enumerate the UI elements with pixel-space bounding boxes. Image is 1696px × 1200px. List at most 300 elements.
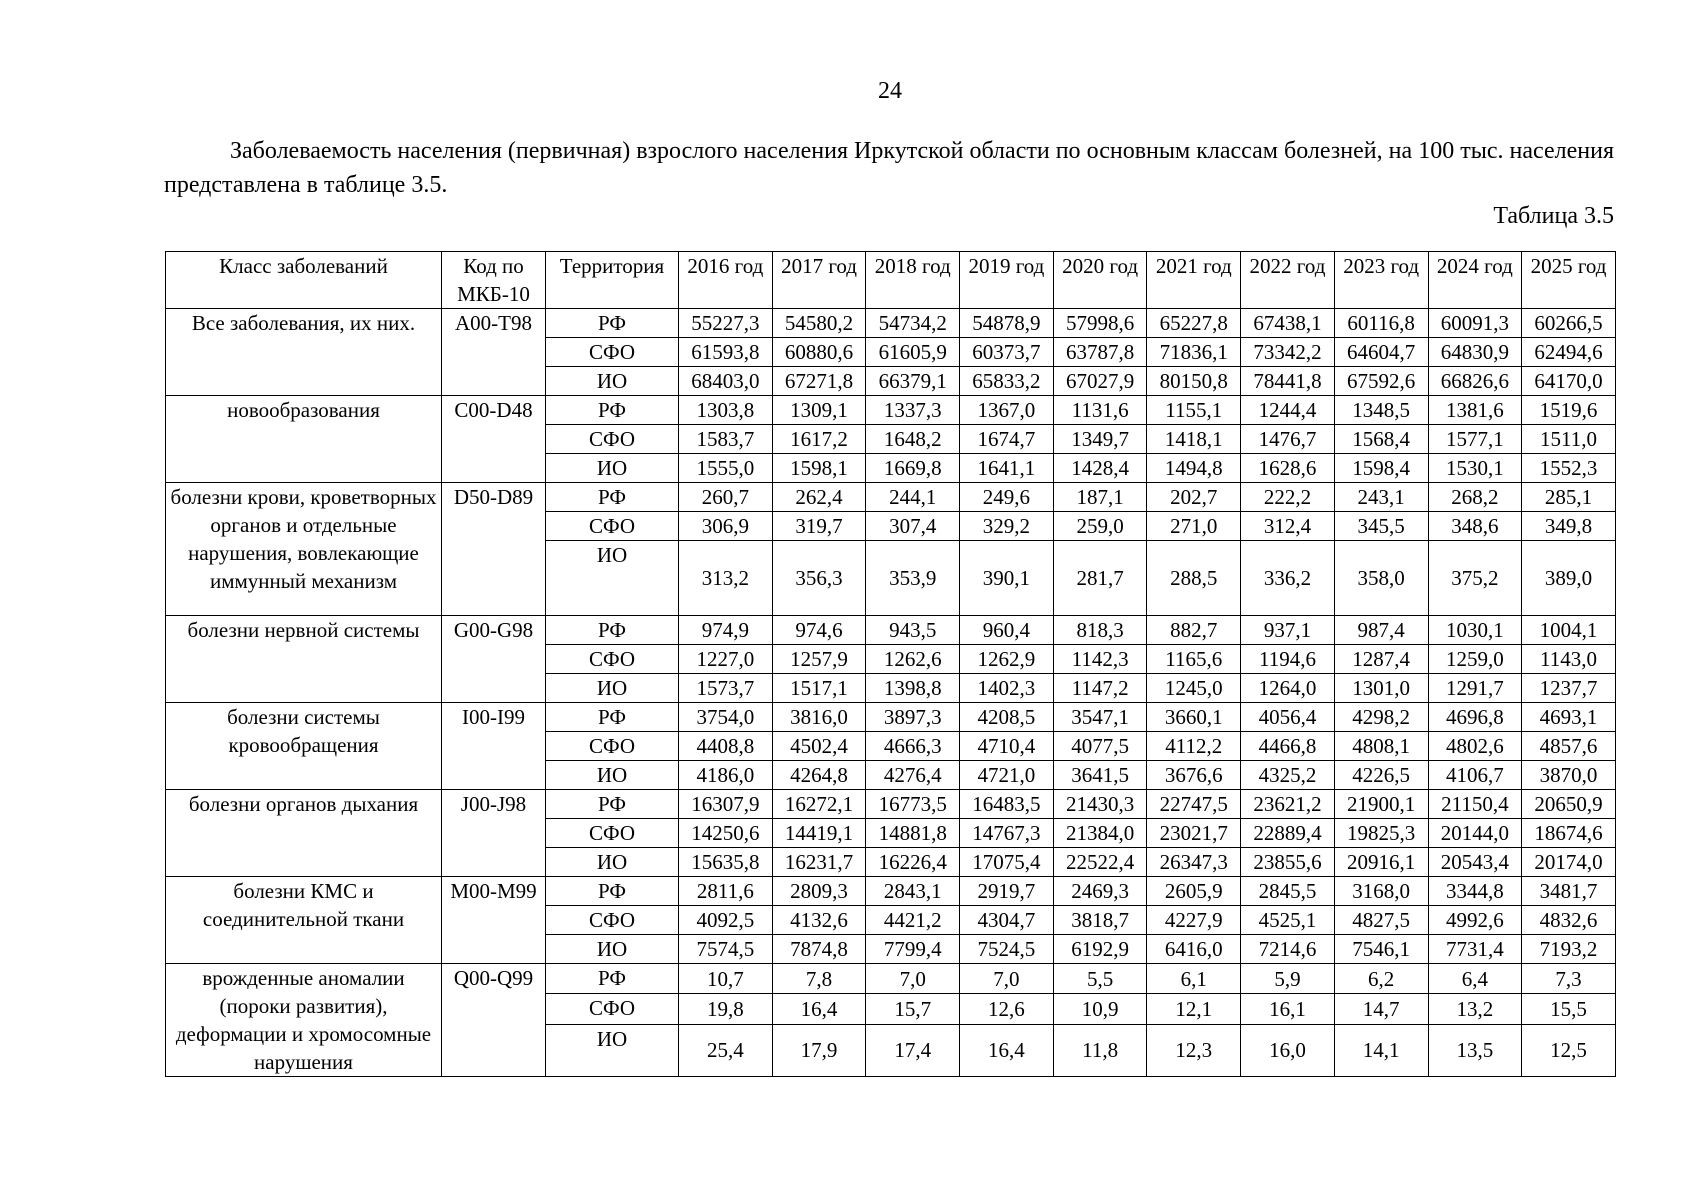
value-cell: 14419,1 xyxy=(772,819,866,848)
value-cell: 2919,7 xyxy=(960,877,1054,906)
table-row xyxy=(166,790,1616,819)
value-cell: 4721,0 xyxy=(960,761,1054,790)
icd-code-cell: C00-D48 xyxy=(442,396,546,483)
value-cell: 21150,4 xyxy=(1428,790,1522,819)
value-cell: 345,5 xyxy=(1334,512,1428,541)
value-cell: 390,1 xyxy=(960,541,1054,616)
icd-code-cell: G00-G98 xyxy=(442,616,546,703)
value-cell: 4693,1 xyxy=(1522,703,1616,732)
value-cell: 17,4 xyxy=(866,1024,960,1076)
value-cell: 1194,6 xyxy=(1241,645,1335,674)
value-cell: 20543,4 xyxy=(1428,848,1522,877)
value-cell: 7,8 xyxy=(772,964,866,994)
value-cell: 12,5 xyxy=(1522,1024,1616,1076)
value-cell: 1147,2 xyxy=(1053,674,1147,703)
value-cell: 882,7 xyxy=(1147,616,1241,645)
value-cell: 243,1 xyxy=(1334,483,1428,512)
table-row xyxy=(166,483,1616,512)
value-cell: 306,9 xyxy=(679,512,773,541)
value-cell: 61605,9 xyxy=(866,338,960,367)
value-cell: 1598,1 xyxy=(772,454,866,483)
value-cell: 15635,8 xyxy=(679,848,773,877)
value-cell: 67438,1 xyxy=(1241,309,1335,338)
value-cell: 66826,6 xyxy=(1428,367,1522,396)
header-year: 2016 год xyxy=(679,252,773,309)
value-cell: 1648,2 xyxy=(866,425,960,454)
value-cell: 14,7 xyxy=(1334,994,1428,1024)
value-cell: 16,1 xyxy=(1241,994,1335,1024)
value-cell: 22889,4 xyxy=(1241,819,1335,848)
value-cell: 4525,1 xyxy=(1241,906,1335,935)
value-cell: 4056,4 xyxy=(1241,703,1335,732)
territory-cell: ИО xyxy=(546,935,679,964)
value-cell: 259,0 xyxy=(1053,512,1147,541)
table-row xyxy=(166,616,1616,645)
value-cell: 7799,4 xyxy=(866,935,960,964)
value-cell: 1402,3 xyxy=(960,674,1054,703)
value-cell: 14,1 xyxy=(1334,1024,1428,1076)
value-cell: 2605,9 xyxy=(1147,877,1241,906)
value-cell: 23021,7 xyxy=(1147,819,1241,848)
value-cell: 356,3 xyxy=(772,541,866,616)
value-cell: 1257,9 xyxy=(772,645,866,674)
icd-code-cell: D50-D89 xyxy=(442,483,546,616)
value-cell: 1143,0 xyxy=(1522,645,1616,674)
disease-class-cell: болезни органов дыхания xyxy=(166,790,442,877)
value-cell: 1259,0 xyxy=(1428,645,1522,674)
territory-cell: СФО xyxy=(546,994,679,1024)
value-cell: 271,0 xyxy=(1147,512,1241,541)
value-cell: 1476,7 xyxy=(1241,425,1335,454)
territory-cell: РФ xyxy=(546,964,679,994)
value-cell: 61593,8 xyxy=(679,338,773,367)
value-cell: 4502,4 xyxy=(772,732,866,761)
territory-cell: ИО xyxy=(546,674,679,703)
value-cell: 1337,3 xyxy=(866,396,960,425)
value-cell: 4710,4 xyxy=(960,732,1054,761)
value-cell: 1641,1 xyxy=(960,454,1054,483)
table-header-row xyxy=(166,252,1616,309)
value-cell: 1552,3 xyxy=(1522,454,1616,483)
value-cell: 7524,5 xyxy=(960,935,1054,964)
value-cell: 54734,2 xyxy=(866,309,960,338)
value-cell: 4832,6 xyxy=(1522,906,1616,935)
value-cell: 974,6 xyxy=(772,616,866,645)
value-cell: 14767,3 xyxy=(960,819,1054,848)
value-cell: 1165,6 xyxy=(1147,645,1241,674)
territory-cell: ИО xyxy=(546,761,679,790)
value-cell: 20174,0 xyxy=(1522,848,1616,877)
value-cell: 285,1 xyxy=(1522,483,1616,512)
value-cell: 6,2 xyxy=(1334,964,1428,994)
value-cell: 4106,7 xyxy=(1428,761,1522,790)
header-year: 2025 год xyxy=(1522,252,1616,309)
value-cell: 11,8 xyxy=(1053,1024,1147,1076)
value-cell: 937,1 xyxy=(1241,616,1335,645)
value-cell: 57998,6 xyxy=(1053,309,1147,338)
icd-code-cell: Q00-Q99 xyxy=(442,964,546,1077)
value-cell: 4666,3 xyxy=(866,732,960,761)
value-cell: 313,2 xyxy=(679,541,773,616)
value-cell: 329,2 xyxy=(960,512,1054,541)
header-code: Код по МКБ-10 xyxy=(442,252,546,309)
territory-cell: ИО xyxy=(546,541,679,616)
value-cell: 1030,1 xyxy=(1428,616,1522,645)
value-cell: 2845,5 xyxy=(1241,877,1335,906)
table-row xyxy=(166,703,1616,732)
value-cell: 78441,8 xyxy=(1241,367,1335,396)
value-cell: 1418,1 xyxy=(1147,425,1241,454)
value-cell: 17,9 xyxy=(772,1024,866,1076)
value-cell: 1287,4 xyxy=(1334,645,1428,674)
value-cell: 7731,4 xyxy=(1428,935,1522,964)
value-cell: 7546,1 xyxy=(1334,935,1428,964)
value-cell: 67271,8 xyxy=(772,367,866,396)
value-cell: 2469,3 xyxy=(1053,877,1147,906)
value-cell: 4186,0 xyxy=(679,761,773,790)
territory-cell: РФ xyxy=(546,616,679,645)
value-cell: 16226,4 xyxy=(866,848,960,877)
value-cell: 389,0 xyxy=(1522,541,1616,616)
table-caption: Таблица 3.5 xyxy=(1493,203,1614,229)
value-cell: 319,7 xyxy=(772,512,866,541)
value-cell: 1530,1 xyxy=(1428,454,1522,483)
territory-cell: РФ xyxy=(546,483,679,512)
value-cell: 3481,7 xyxy=(1522,877,1616,906)
value-cell: 260,7 xyxy=(679,483,773,512)
value-cell: 1583,7 xyxy=(679,425,773,454)
value-cell: 16773,5 xyxy=(866,790,960,819)
value-cell: 63787,8 xyxy=(1053,338,1147,367)
value-cell: 16483,5 xyxy=(960,790,1054,819)
value-cell: 1577,1 xyxy=(1428,425,1522,454)
value-cell: 4264,8 xyxy=(772,761,866,790)
value-cell: 4808,1 xyxy=(1334,732,1428,761)
value-cell: 18674,6 xyxy=(1522,819,1616,848)
table-row xyxy=(166,964,1616,994)
value-cell: 6,1 xyxy=(1147,964,1241,994)
disease-class-cell: Все заболевания, их них. xyxy=(166,309,442,396)
value-cell: 22747,5 xyxy=(1147,790,1241,819)
value-cell: 7,3 xyxy=(1522,964,1616,994)
value-cell: 12,6 xyxy=(960,994,1054,1024)
value-cell: 6,4 xyxy=(1428,964,1522,994)
value-cell: 10,9 xyxy=(1053,994,1147,1024)
value-cell: 4092,5 xyxy=(679,906,773,935)
value-cell: 15,5 xyxy=(1522,994,1616,1024)
value-cell: 222,2 xyxy=(1241,483,1335,512)
value-cell: 349,8 xyxy=(1522,512,1616,541)
value-cell: 288,5 xyxy=(1147,541,1241,616)
value-cell: 187,1 xyxy=(1053,483,1147,512)
value-cell: 21384,0 xyxy=(1053,819,1147,848)
value-cell: 66379,1 xyxy=(866,367,960,396)
value-cell: 336,2 xyxy=(1241,541,1335,616)
value-cell: 54878,9 xyxy=(960,309,1054,338)
value-cell: 3897,3 xyxy=(866,703,960,732)
table-row xyxy=(166,309,1616,338)
value-cell: 1381,6 xyxy=(1428,396,1522,425)
value-cell: 22522,4 xyxy=(1053,848,1147,877)
icd-code-cell: M00-M99 xyxy=(442,877,546,964)
value-cell: 375,2 xyxy=(1428,541,1522,616)
header-class: Класс заболеваний xyxy=(166,252,442,309)
value-cell: 4466,8 xyxy=(1241,732,1335,761)
value-cell: 6416,0 xyxy=(1147,935,1241,964)
morbidity-table xyxy=(165,251,1616,1077)
header-year: 2019 год xyxy=(960,252,1054,309)
value-cell: 3754,0 xyxy=(679,703,773,732)
value-cell: 4421,2 xyxy=(866,906,960,935)
value-cell: 60373,7 xyxy=(960,338,1054,367)
value-cell: 25,4 xyxy=(679,1024,773,1076)
territory-cell: СФО xyxy=(546,732,679,761)
value-cell: 16272,1 xyxy=(772,790,866,819)
disease-class-cell: болезни крови, кроветворных органов и отдельные нарушения, вовлекающие иммунный механизм xyxy=(166,483,442,616)
value-cell: 60091,3 xyxy=(1428,309,1522,338)
value-cell: 1245,0 xyxy=(1147,674,1241,703)
value-cell: 244,1 xyxy=(866,483,960,512)
value-cell: 13,2 xyxy=(1428,994,1522,1024)
value-cell: 1349,7 xyxy=(1053,425,1147,454)
value-cell: 60116,8 xyxy=(1334,309,1428,338)
value-cell: 6192,9 xyxy=(1053,935,1147,964)
value-cell: 55227,3 xyxy=(679,309,773,338)
value-cell: 16307,9 xyxy=(679,790,773,819)
value-cell: 943,5 xyxy=(866,616,960,645)
territory-cell: СФО xyxy=(546,906,679,935)
value-cell: 4132,6 xyxy=(772,906,866,935)
value-cell: 62494,6 xyxy=(1522,338,1616,367)
territory-cell: СФО xyxy=(546,819,679,848)
value-cell: 4226,5 xyxy=(1334,761,1428,790)
territory-cell: РФ xyxy=(546,396,679,425)
territory-cell: РФ xyxy=(546,877,679,906)
value-cell: 21900,1 xyxy=(1334,790,1428,819)
value-cell: 4992,6 xyxy=(1428,906,1522,935)
territory-cell: ИО xyxy=(546,454,679,483)
header-year: 2024 год xyxy=(1428,252,1522,309)
table-row xyxy=(166,877,1616,906)
value-cell: 4325,2 xyxy=(1241,761,1335,790)
value-cell: 12,1 xyxy=(1147,994,1241,1024)
value-cell: 1517,1 xyxy=(772,674,866,703)
value-cell: 1669,8 xyxy=(866,454,960,483)
value-cell: 3676,6 xyxy=(1147,761,1241,790)
header-year: 2021 год xyxy=(1147,252,1241,309)
value-cell: 1494,8 xyxy=(1147,454,1241,483)
value-cell: 268,2 xyxy=(1428,483,1522,512)
value-cell: 1348,5 xyxy=(1334,396,1428,425)
value-cell: 21430,3 xyxy=(1053,790,1147,819)
value-cell: 60880,6 xyxy=(772,338,866,367)
value-cell: 1519,6 xyxy=(1522,396,1616,425)
value-cell: 23855,6 xyxy=(1241,848,1335,877)
value-cell: 4696,8 xyxy=(1428,703,1522,732)
value-cell: 64830,9 xyxy=(1428,338,1522,367)
value-cell: 1155,1 xyxy=(1147,396,1241,425)
value-cell: 249,6 xyxy=(960,483,1054,512)
value-cell: 1428,4 xyxy=(1053,454,1147,483)
icd-code-cell: A00-T98 xyxy=(442,309,546,396)
value-cell: 4827,5 xyxy=(1334,906,1428,935)
disease-class-cell: новообразования xyxy=(166,396,442,483)
territory-cell: СФО xyxy=(546,425,679,454)
value-cell: 1573,7 xyxy=(679,674,773,703)
value-cell: 4227,9 xyxy=(1147,906,1241,935)
icd-code-cell: I00-I99 xyxy=(442,703,546,790)
intro-paragraph: Заболеваемость населения (первичная) взрослого населения Иркутской области по основным классам болезней, на 100 тыс. населения представлена в таблице 3.5. xyxy=(164,138,1614,198)
value-cell: 4408,8 xyxy=(679,732,773,761)
value-cell: 3818,7 xyxy=(1053,906,1147,935)
value-cell: 5,9 xyxy=(1241,964,1335,994)
territory-cell: РФ xyxy=(546,309,679,338)
value-cell: 3641,5 xyxy=(1053,761,1147,790)
value-cell: 1004,1 xyxy=(1522,616,1616,645)
value-cell: 3816,0 xyxy=(772,703,866,732)
value-cell: 974,9 xyxy=(679,616,773,645)
value-cell: 202,7 xyxy=(1147,483,1241,512)
disease-class-cell: болезни нервной системы xyxy=(166,616,442,703)
value-cell: 3547,1 xyxy=(1053,703,1147,732)
value-cell: 1262,6 xyxy=(866,645,960,674)
value-cell: 4802,6 xyxy=(1428,732,1522,761)
territory-cell: ИО xyxy=(546,1024,679,1076)
value-cell: 7874,8 xyxy=(772,935,866,964)
value-cell: 16,4 xyxy=(772,994,866,1024)
value-cell: 2843,1 xyxy=(866,877,960,906)
value-cell: 1568,4 xyxy=(1334,425,1428,454)
value-cell: 1227,0 xyxy=(679,645,773,674)
value-cell: 348,6 xyxy=(1428,512,1522,541)
value-cell: 1262,9 xyxy=(960,645,1054,674)
value-cell: 12,3 xyxy=(1147,1024,1241,1076)
territory-cell: СФО xyxy=(546,338,679,367)
territory-cell: РФ xyxy=(546,703,679,732)
page-number: 24 xyxy=(878,78,902,104)
value-cell: 2809,3 xyxy=(772,877,866,906)
territory-cell: ИО xyxy=(546,848,679,877)
value-cell: 960,4 xyxy=(960,616,1054,645)
value-cell: 7,0 xyxy=(960,964,1054,994)
value-cell: 1555,0 xyxy=(679,454,773,483)
disease-class-cell: болезни КМС и соединительной ткани xyxy=(166,877,442,964)
territory-cell: ИО xyxy=(546,367,679,396)
icd-code-cell: J00-J98 xyxy=(442,790,546,877)
disease-class-cell: врожденные аномалии (пороки развития), деформации и хромосомные нарушения xyxy=(166,964,442,1077)
value-cell: 1301,0 xyxy=(1334,674,1428,703)
value-cell: 26347,3 xyxy=(1147,848,1241,877)
value-cell: 1264,0 xyxy=(1241,674,1335,703)
value-cell: 1511,0 xyxy=(1522,425,1616,454)
value-cell: 4077,5 xyxy=(1053,732,1147,761)
value-cell: 7214,6 xyxy=(1241,935,1335,964)
value-cell: 1303,8 xyxy=(679,396,773,425)
disease-class-cell: болезни системы кровообращения xyxy=(166,703,442,790)
header-year: 2018 год xyxy=(866,252,960,309)
value-cell: 65833,2 xyxy=(960,367,1054,396)
header-year: 2022 год xyxy=(1241,252,1335,309)
value-cell: 2811,6 xyxy=(679,877,773,906)
value-cell: 1291,7 xyxy=(1428,674,1522,703)
value-cell: 16,4 xyxy=(960,1024,1054,1076)
value-cell: 262,4 xyxy=(772,483,866,512)
value-cell: 3660,1 xyxy=(1147,703,1241,732)
value-cell: 818,3 xyxy=(1053,616,1147,645)
value-cell: 5,5 xyxy=(1053,964,1147,994)
value-cell: 1598,4 xyxy=(1334,454,1428,483)
value-cell: 353,9 xyxy=(866,541,960,616)
value-cell: 60266,5 xyxy=(1522,309,1616,338)
value-cell: 19825,3 xyxy=(1334,819,1428,848)
value-cell: 1628,6 xyxy=(1241,454,1335,483)
value-cell: 54580,2 xyxy=(772,309,866,338)
header-year: 2023 год xyxy=(1334,252,1428,309)
value-cell: 65227,8 xyxy=(1147,309,1241,338)
territory-cell: СФО xyxy=(546,645,679,674)
value-cell: 1367,0 xyxy=(960,396,1054,425)
value-cell: 16,0 xyxy=(1241,1024,1335,1076)
value-cell: 19,8 xyxy=(679,994,773,1024)
header-year: 2017 год xyxy=(772,252,866,309)
value-cell: 3344,8 xyxy=(1428,877,1522,906)
value-cell: 1674,7 xyxy=(960,425,1054,454)
value-cell: 10,7 xyxy=(679,964,773,994)
value-cell: 80150,8 xyxy=(1147,367,1241,396)
value-cell: 67592,6 xyxy=(1334,367,1428,396)
table-body xyxy=(166,309,1616,1077)
territory-cell: СФО xyxy=(546,512,679,541)
value-cell: 312,4 xyxy=(1241,512,1335,541)
value-cell: 20916,1 xyxy=(1334,848,1428,877)
value-cell: 358,0 xyxy=(1334,541,1428,616)
value-cell: 987,4 xyxy=(1334,616,1428,645)
value-cell: 4857,6 xyxy=(1522,732,1616,761)
value-cell: 1398,8 xyxy=(866,674,960,703)
value-cell: 64604,7 xyxy=(1334,338,1428,367)
value-cell: 307,4 xyxy=(866,512,960,541)
value-cell: 4304,7 xyxy=(960,906,1054,935)
value-cell: 7,0 xyxy=(866,964,960,994)
value-cell: 14881,8 xyxy=(866,819,960,848)
value-cell: 15,7 xyxy=(866,994,960,1024)
value-cell: 3168,0 xyxy=(1334,877,1428,906)
value-cell: 7193,2 xyxy=(1522,935,1616,964)
value-cell: 4112,2 xyxy=(1147,732,1241,761)
value-cell: 14250,6 xyxy=(679,819,773,848)
value-cell: 1131,6 xyxy=(1053,396,1147,425)
value-cell: 17075,4 xyxy=(960,848,1054,877)
value-cell: 4276,4 xyxy=(866,761,960,790)
value-cell: 20144,0 xyxy=(1428,819,1522,848)
value-cell: 4208,5 xyxy=(960,703,1054,732)
header-territory: Территория xyxy=(546,252,679,309)
value-cell: 64170,0 xyxy=(1522,367,1616,396)
value-cell: 3870,0 xyxy=(1522,761,1616,790)
value-cell: 71836,1 xyxy=(1147,338,1241,367)
value-cell: 67027,9 xyxy=(1053,367,1147,396)
value-cell: 13,5 xyxy=(1428,1024,1522,1076)
value-cell: 20650,9 xyxy=(1522,790,1616,819)
value-cell: 1237,7 xyxy=(1522,674,1616,703)
value-cell: 16231,7 xyxy=(772,848,866,877)
territory-cell: РФ xyxy=(546,790,679,819)
value-cell: 4298,2 xyxy=(1334,703,1428,732)
value-cell: 73342,2 xyxy=(1241,338,1335,367)
value-cell: 1309,1 xyxy=(772,396,866,425)
table-row xyxy=(166,396,1616,425)
value-cell: 68403,0 xyxy=(679,367,773,396)
